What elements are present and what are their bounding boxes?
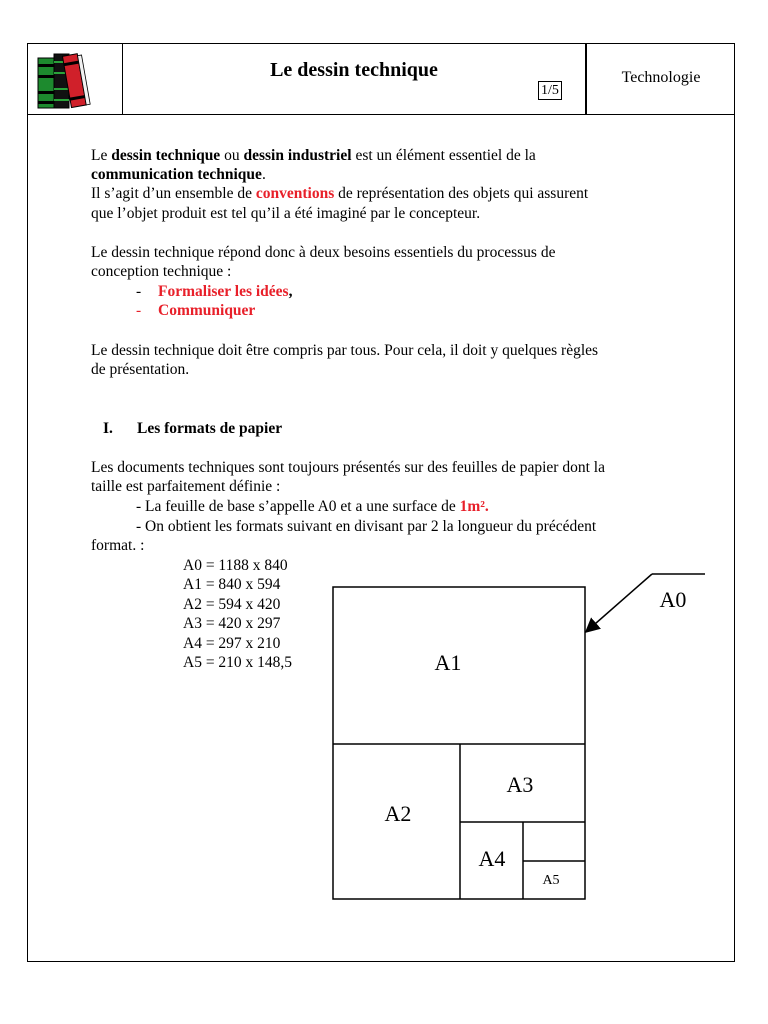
page-number: 1/5	[538, 81, 562, 100]
intro-line-4: que l’objet produit est tel qu’il a été imaginé par le concepteur.	[91, 205, 481, 222]
term-1m2: 1m².	[459, 498, 489, 515]
bullet-text: Formaliser les idées	[158, 283, 289, 300]
intro-line-6: conception technique :	[91, 263, 232, 280]
bullet-dash: -	[136, 283, 142, 300]
section-line-1: Les documents techniques sont toujours présentés sur des feuilles de papier dont la	[91, 459, 605, 476]
format-a4: A4 = 297 x 210	[183, 635, 281, 652]
text: de représentation des objets qui assurent	[334, 185, 589, 202]
label-a3: A3	[506, 772, 534, 797]
subject-label: Technologie	[621, 69, 701, 86]
section-title: Les formats de papier	[137, 420, 283, 437]
bullet-dash: -	[136, 302, 142, 319]
leader-arrow	[587, 574, 652, 631]
section-item-2-cont: format. :	[91, 537, 145, 554]
label-a1: A1	[434, 650, 462, 675]
format-a1: A1 = 840 x 594	[183, 576, 281, 593]
a0-sheet	[333, 587, 585, 899]
intro-line-5: Le dessin technique répond donc à deux besoins essentiels du processus de	[91, 244, 556, 261]
section-item-2: - On obtient les formats suivant en divisant par 2 la longueur du précédent	[136, 518, 597, 535]
label-a5: A5	[542, 873, 560, 888]
section-number: I.	[103, 420, 113, 437]
format-a2: A2 = 594 x 420	[183, 596, 281, 613]
text: Il s’agit d’un ensemble de	[91, 185, 256, 202]
text: - La feuille de base s’appelle A0 et a une surface de	[136, 498, 460, 515]
text: ,	[288, 283, 293, 300]
label-a2: A2	[384, 801, 412, 826]
format-a0: A0 = 1188 x 840	[183, 557, 288, 574]
label-a0: A0	[659, 587, 687, 612]
page-title: Le dessin technique	[270, 59, 438, 81]
term-dessin-technique: dessin technique	[111, 147, 221, 164]
label-a4: A4	[478, 846, 506, 871]
text: est un élément essentiel de la	[351, 147, 536, 164]
text: Le	[91, 147, 112, 164]
intro-line-7: Le dessin technique doit être compris par tous. Pour cela, il doit y quelques règles	[91, 342, 599, 359]
format-a5: A5 = 210 x 148,5	[183, 654, 293, 671]
term-communication-technique: communication technique	[91, 166, 262, 183]
term-conventions: conventions	[255, 185, 335, 202]
bullet-text: Communiquer	[158, 302, 256, 319]
format-a3: A3 = 420 x 297	[183, 615, 281, 632]
text: .	[261, 166, 266, 183]
term-dessin-industriel: dessin industriel	[243, 147, 352, 164]
text: ou	[220, 147, 244, 164]
section-line-2: taille est parfaitement définie :	[91, 478, 281, 495]
intro-line-8: de présentation.	[91, 361, 190, 378]
